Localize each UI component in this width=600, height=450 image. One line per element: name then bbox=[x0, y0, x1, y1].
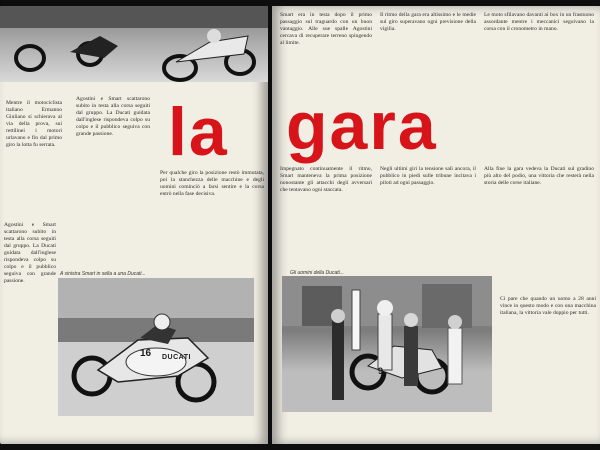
pit-crew-image bbox=[282, 276, 492, 412]
ducati-rider-image bbox=[58, 278, 254, 416]
text-column-right-top-c: Le moto sfilavano davanti ai box in un frastuono assordante mentre i meccanici seguivano la corsa con il cronometro in mano. bbox=[484, 12, 594, 32]
ducati-tank-label: DUCATI bbox=[162, 354, 191, 361]
race-photo bbox=[58, 278, 254, 416]
text-column-right-mid-c: Alla fine la gara vedeva la Ducati sul gradino più alto del podio, una vittoria che resterà nella storia delle corse italiane. bbox=[484, 166, 594, 186]
headline-left: la bbox=[168, 94, 229, 170]
pit-bike-number: 9 bbox=[378, 366, 384, 376]
text-column-left-c: Per qualche giro la posizione restò immutata, poi la stanchezza delle macchine e degli uomini cominciò a farsi sentire e la corsa entrò nella fase decisiva. bbox=[160, 170, 264, 197]
text-column-right-mid-a: Impegnato continuamente il ritmo, Smart manteneva la prima posizione nonostante gli attacchi degli avversari che tentavano ogni staccata. bbox=[280, 166, 372, 193]
text-column-left-d: Agostini e Smart scattarono subito in testa alla corsa seguiti dal gruppo. La Ducati guidata dall'inglese rispondeva colpo su colpo e il pubblico seguiva con grande passione. bbox=[4, 222, 56, 284]
text-column-right-mid-b: Negli ultimi giri la tensione salì ancora, il pubblico in piedi sulle tribune incitava i piloti ad ogni passaggio. bbox=[380, 166, 476, 186]
text-column-right-top-a: Smart era in testa dopo il primo passaggio sul traguardo con un buon vantaggio. Alle sue spalle Agostini cercava di recuperare terreno spingendo al limite. bbox=[280, 12, 372, 46]
race-number: 16 bbox=[140, 348, 152, 359]
pit-photo bbox=[282, 276, 492, 412]
racing-motorcycles-image bbox=[0, 6, 268, 82]
race-photo-caption: A sinistra Smart in sella a una Ducati... bbox=[60, 271, 146, 277]
headline-right: gara bbox=[286, 88, 438, 164]
text-column-left-a: Mentre il motociclista italiano Ermanno Giuliano si schierava al via della prova, sui rettilinei i motori urlavano e fin dal primo giro la lotta fu serrata. bbox=[6, 100, 62, 148]
left-page bbox=[0, 6, 268, 444]
text-column-left-b: Agostini e Smart scattarono subito in testa alla corsa seguiti dal gruppo. La Ducati guidata dall'inglese rispondeva colpo su colpo e il pubblico seguiva con grande passione. bbox=[76, 96, 150, 137]
text-column-right-bottom: Ci pare che quando un uomo a 28 anni vince in questo modo e con una macchina italiana, la vittoria vale doppio per tutti. bbox=[500, 296, 596, 316]
top-race-photo bbox=[0, 6, 268, 82]
text-column-right-top-b: Il ritmo della gara era altissimo e le medie sul giro superavano ogni previsione della vigilia. bbox=[380, 12, 476, 32]
pit-photo-caption: Gli uomini della Ducati... bbox=[290, 270, 344, 276]
